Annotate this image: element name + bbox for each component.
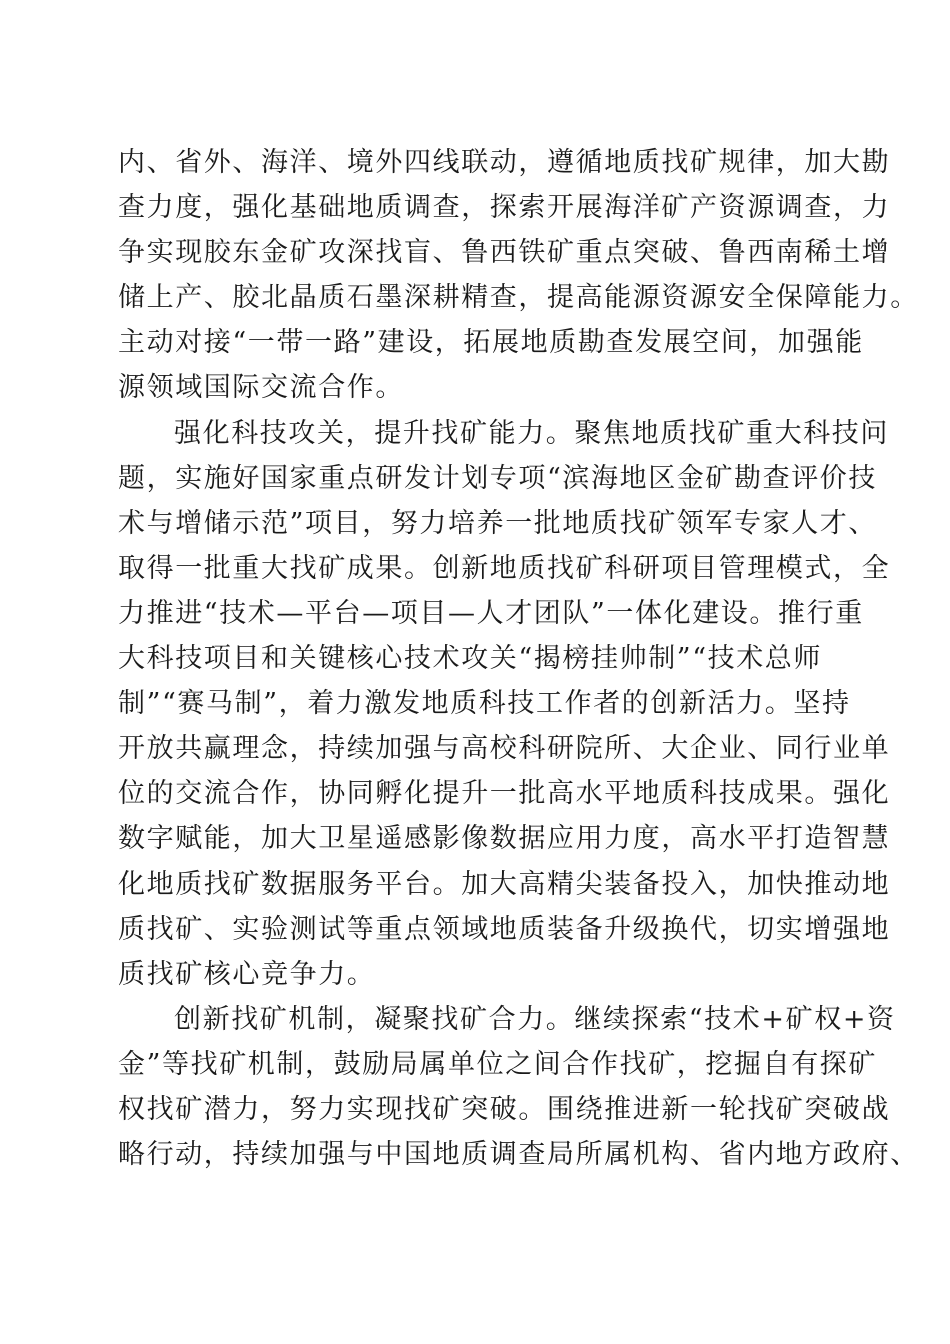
text-line: 质找矿、实验测试等重点领域地质装备升级换代，切实增强地 bbox=[118, 913, 891, 945]
text-line: 金”等找矿机制，鼓励局属单位之间合作找矿，挖掘自有探矿 bbox=[118, 1048, 878, 1080]
text-line: 术与增储示范”项目，努力培养一批地质找矿领军专家人才、 bbox=[118, 507, 878, 539]
text-line: 主动对接“一带一路”建设，拓展地质勘查发展空间，加强能 bbox=[118, 327, 864, 359]
text-line: 开放共赢理念，持续加强与高校科研院所、大企业、同行业单 bbox=[118, 733, 891, 765]
text-line: 数字赋能，加大卫星遥感影像数据应用力度，高水平打造智慧 bbox=[118, 823, 891, 855]
text-line: 权找矿潜力，努力实现找矿突破。围绕推进新一轮找矿突破战 bbox=[118, 1093, 891, 1125]
text-line-paragraph-start: 创新找矿机制，凝聚找矿合力。继续探索“技术+矿权+资 bbox=[174, 1003, 896, 1035]
text-line: 位的交流合作，协同孵化提升一批高水平地质科技成果。强化 bbox=[118, 778, 891, 810]
text-line: 争实现胶东金矿攻深找盲、鲁西铁矿重点突破、鲁西南稀土增 bbox=[118, 237, 891, 269]
text-line: 大科技项目和关键核心技术攻关“揭榜挂帅制”“技术总师 bbox=[118, 643, 823, 675]
text-line: 化地质找矿数据服务平台。加大高精尖装备投入，加快推动地 bbox=[118, 868, 891, 900]
text-line: 制”“赛马制”，着力激发地质科技工作者的创新活力。坚持 bbox=[118, 688, 851, 720]
text-line: 略行动，持续加强与中国地质调查局所属机构、省内地方政府、 bbox=[118, 1139, 919, 1171]
text-line: 力推进“技术—平台—项目—人才团队”一体化建设。推行重 bbox=[118, 597, 864, 629]
text-line: 题，实施好国家重点研发计划专项“滨海地区金矿勘查评价技 bbox=[118, 462, 878, 494]
text-line-paragraph-start: 强化科技攻关，提升找矿能力。聚焦地质找矿重大科技问 bbox=[174, 417, 889, 449]
text-line: 查力度，强化基础地质调查，探索开展海洋矿产资源调查，力 bbox=[118, 192, 891, 224]
text-line: 储上产、胶北晶质石墨深耕精查，提高能源资源安全保障能力。 bbox=[118, 282, 919, 314]
text-line: 源领域国际交流合作。 bbox=[118, 372, 404, 404]
text-line: 质找矿核心竞争力。 bbox=[118, 958, 376, 990]
text-line: 取得一批重大找矿成果。创新地质找矿科研项目管理模式，全 bbox=[118, 552, 891, 584]
text-line: 内、省外、海洋、境外四线联动，遵循地质找矿规律，加大勘 bbox=[118, 147, 891, 178]
body-text bbox=[118, 140, 919, 1177]
